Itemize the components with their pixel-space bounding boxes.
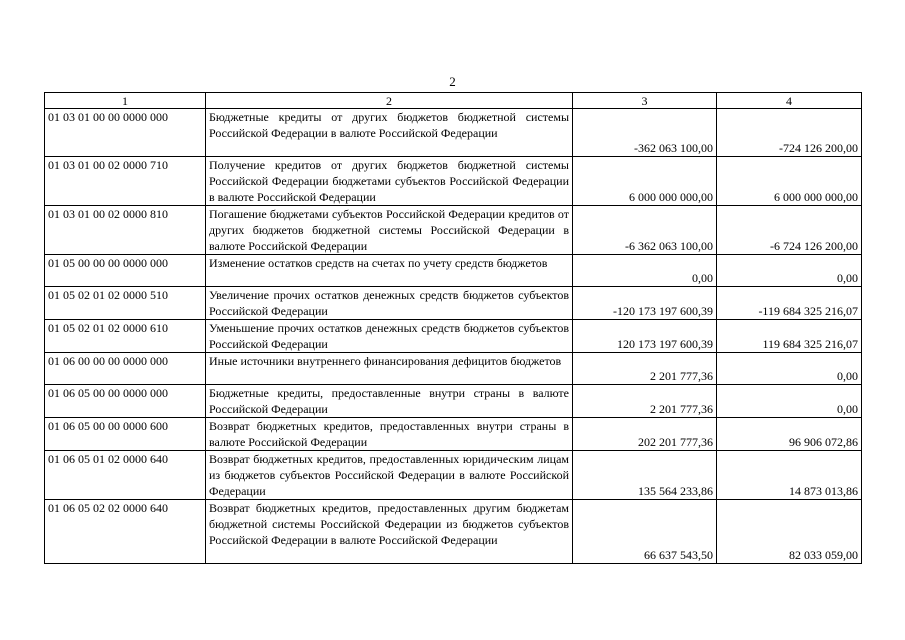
column-header-3: 3: [573, 93, 717, 109]
row-name-cell: Возврат бюджетных кредитов, предоставленных внутри страны в валюте Российской Федерации: [206, 418, 573, 451]
row-name-cell: Возврат бюджетных кредитов, предоставленных другим бюджетам бюджетной системы Российской Федерации из бюджетов субъектов Российской Федерации в валюте Российской Федерации: [206, 500, 573, 564]
row-value-col4-cell: -724 126 200,00: [717, 109, 862, 157]
row-value-col3-cell: 2 201 777,36: [573, 385, 717, 418]
row-name-cell: Бюджетные кредиты, предоставленные внутри страны в валюте Российской Федерации: [206, 385, 573, 418]
row-name-cell: Увеличение прочих остатков денежных средств бюджетов субъектов Российской Федерации: [206, 287, 573, 320]
row-name-cell: Уменьшение прочих остатков денежных средств бюджетов субъектов Российской Федерации: [206, 320, 573, 353]
row-value-col4-cell: -6 724 126 200,00: [717, 206, 862, 255]
row-value-col4-cell: 14 873 013,86: [717, 451, 862, 500]
row-name-cell: Погашение бюджетами субъектов Российской Федерации кредитов от других бюджетов бюджетной системы Российской Федерации в валюте Российской Федерации: [206, 206, 573, 255]
column-header-4: 4: [717, 93, 862, 109]
row-name-cell: Изменение остатков средств на счетах по учету средств бюджетов: [206, 255, 573, 287]
row-value-col3-cell: 135 564 233,86: [573, 451, 717, 500]
row-value-col3-cell: -6 362 063 100,00: [573, 206, 717, 255]
row-value-col3-cell: -120 173 197 600,39: [573, 287, 717, 320]
row-code-cell: 01 05 02 01 02 0000 610: [45, 320, 206, 353]
row-code-cell: 01 03 01 00 02 0000 810: [45, 206, 206, 255]
row-value-col3-cell: 202 201 777,36: [573, 418, 717, 451]
table-row: [45, 157, 862, 206]
table-header-row: [45, 93, 862, 109]
row-code-cell: 01 05 00 00 00 0000 000: [45, 255, 206, 287]
row-value-col3-cell: 120 173 197 600,39: [573, 320, 717, 353]
row-code-cell: 01 03 01 00 02 0000 710: [45, 157, 206, 206]
row-code-cell: 01 03 01 00 00 0000 000: [45, 109, 206, 157]
row-value-col4-cell: 119 684 325 216,07: [717, 320, 862, 353]
table-row: [45, 418, 862, 451]
row-value-col4-cell: 96 906 072,86: [717, 418, 862, 451]
column-header-1: 1: [45, 93, 206, 109]
row-code-cell: 01 05 02 01 02 0000 510: [45, 287, 206, 320]
row-code-cell: 01 06 05 00 00 0000 600: [45, 418, 206, 451]
row-value-col3-cell: 6 000 000 000,00: [573, 157, 717, 206]
row-value-col3-cell: 0,00: [573, 255, 717, 287]
row-value-col3-cell: 2 201 777,36: [573, 353, 717, 385]
row-code-cell: 01 06 05 01 02 0000 640: [45, 451, 206, 500]
table-row: [45, 109, 862, 157]
row-value-col4-cell: -119 684 325 216,07: [717, 287, 862, 320]
row-value-col4-cell: 0,00: [717, 385, 862, 418]
column-header-2: 2: [206, 93, 573, 109]
table-row: [45, 320, 862, 353]
table-row: [45, 287, 862, 320]
row-name-cell: Возврат бюджетных кредитов, предоставленных юридическим лицам из бюджетов субъектов Российской Федерации в валюте Российской Федерации: [206, 451, 573, 500]
row-value-col3-cell: -362 063 100,00: [573, 109, 717, 157]
page-number: 2: [449, 74, 456, 89]
row-code-cell: 01 06 05 00 00 0000 000: [45, 385, 206, 418]
table-row: [45, 500, 862, 564]
row-value-col4-cell: 82 033 059,00: [717, 500, 862, 564]
row-code-cell: 01 06 05 02 02 0000 640: [45, 500, 206, 564]
row-name-cell: Получение кредитов от других бюджетов бюджетной системы Российской Федерации бюджетами субъектов Российской Федерации в валюте Российской Федерации: [206, 157, 573, 206]
table-row: [45, 206, 862, 255]
row-value-col4-cell: 0,00: [717, 255, 862, 287]
row-code-cell: 01 06 00 00 00 0000 000: [45, 353, 206, 385]
row-value-col3-cell: 66 637 543,50: [573, 500, 717, 564]
row-name-cell: Иные источники внутреннего финансирования дефицитов бюджетов: [206, 353, 573, 385]
row-value-col4-cell: 0,00: [717, 353, 862, 385]
table-row: [45, 353, 862, 385]
table-row: [45, 255, 862, 287]
table-row: [45, 451, 862, 500]
row-name-cell: Бюджетные кредиты от других бюджетов бюджетной системы Российской Федерации в валюте Российской Федерации: [206, 109, 573, 157]
budget-sources-table: [44, 92, 862, 564]
table-row: [45, 385, 862, 418]
row-value-col4-cell: 6 000 000 000,00: [717, 157, 862, 206]
